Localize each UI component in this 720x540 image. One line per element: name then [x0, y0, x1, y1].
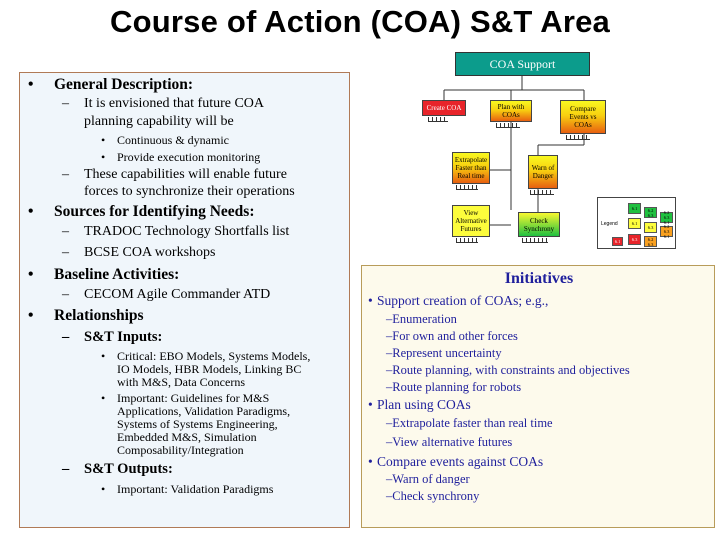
general-heading: General Description: — [54, 76, 194, 93]
dash: – — [62, 96, 69, 111]
initiative-1-item-3: –Represent uncertainty — [386, 346, 502, 360]
ticks — [530, 190, 554, 195]
ticks — [566, 135, 590, 140]
bullet: • — [101, 150, 106, 164]
dash: – — [62, 287, 69, 302]
view-futures-node: View Alternative Futures — [452, 205, 490, 237]
baseline-item-1: CECOM Agile Commander ATD — [84, 287, 271, 302]
dash: – — [62, 461, 70, 477]
bullet: • — [101, 482, 106, 496]
legend-cell: 6.1 — [612, 237, 623, 246]
initiative-2-item-1: –Extrapolate faster than real time — [386, 416, 553, 430]
ticks — [496, 123, 520, 128]
initiative-bullet-2: • — [368, 397, 373, 412]
general-sub-1: Continuous & dynamic — [117, 133, 229, 147]
legend-cell: 6.1 — [628, 203, 641, 214]
important-line-4: Embedded M&S, Simulation — [117, 430, 257, 444]
dash: – — [62, 224, 69, 239]
initiative-1-item-2: –For own and other forces — [386, 329, 518, 343]
initiative-1-item-1: –Enumeration — [386, 312, 457, 326]
bullet: • — [101, 349, 106, 363]
bullet-sources: • — [28, 203, 34, 220]
initiative-3-item-1: –Warn of danger — [386, 472, 470, 486]
sources-item-2: BCSE COA workshops — [84, 245, 216, 260]
outputs-item-1: Important: Validation Paradigms — [117, 482, 274, 496]
ticks — [456, 185, 478, 190]
initiative-1-item-4: –Route planning, with constraints and objectives — [386, 363, 630, 377]
baseline-heading: Baseline Activities: — [54, 266, 180, 283]
critical-line-3: with M&S, Data Concerns — [117, 375, 245, 389]
important-line-5: Composability/Integration — [117, 443, 244, 457]
initiative-3: Compare events against COAs — [377, 454, 544, 469]
initiative-1: Support creation of COAs; e.g., — [377, 293, 549, 308]
page-title: Course of Action (COA) S&T Area — [110, 4, 610, 39]
legend-cell: 6.3 — [644, 222, 657, 233]
legend-cell: 6.2 6.3 6.1 — [660, 212, 673, 223]
general-item-2-line-2: forces to synchronize their operations — [84, 184, 295, 199]
initiative-bullet-3: • — [368, 454, 373, 469]
item-text: Route planning, with constraints and objectives — [392, 363, 630, 377]
important-line-3: Systems of Systems Engineering, — [117, 417, 278, 431]
dash: – — [62, 167, 69, 182]
outputs-heading: S&T Outputs: — [84, 461, 173, 477]
item-text: Extrapolate faster than real time — [392, 416, 553, 430]
legend — [597, 197, 676, 249]
legend-cell: 6.3 — [628, 234, 641, 245]
initiatives-title: Initiatives — [504, 270, 574, 287]
warn-of-danger-node: Warn of Danger — [528, 155, 558, 189]
legend-cell: 6.2 6.3 6.1 — [660, 226, 673, 237]
general-item-1-line-1: It is envisioned that future COA — [84, 96, 265, 111]
check-synchrony-node: Check Synchrony — [518, 212, 560, 237]
sources-item-1: TRADOC Technology Shortfalls list — [84, 224, 290, 239]
ticks — [522, 238, 548, 243]
bullet-general: • — [28, 76, 34, 93]
dash: – — [62, 245, 69, 260]
legend-cell: 6.2 6.3 — [644, 236, 657, 247]
relationships-heading: Relationships — [54, 307, 144, 324]
general-sub-2: Provide execution monitoring — [117, 150, 261, 164]
item-text: Represent uncertainty — [392, 346, 502, 360]
item-text: For own and other forces — [392, 329, 518, 343]
legend-cell: 6.1 — [628, 218, 641, 229]
ticks — [456, 238, 478, 243]
bullet: • — [101, 133, 106, 147]
critical-line-2: IO Models, HBR Models, Linking BC — [117, 362, 302, 376]
bullet-relationships: • — [28, 307, 34, 324]
plan-with-coas-node: Plan with COAs — [490, 100, 532, 122]
initiative-2-item-2: –View alternative futures — [386, 435, 513, 449]
initiatives-panel — [361, 265, 715, 528]
item-text: Warn of danger — [392, 472, 470, 486]
bullet-baseline: • — [28, 266, 34, 283]
legend-label: Legend — [601, 221, 618, 227]
sources-heading: Sources for Identifying Needs: — [54, 203, 255, 220]
compare-events-node: Compare Events vs COAs — [560, 100, 606, 134]
important-line-1: Important: Guidelines for M&S — [117, 391, 270, 405]
item-text: View alternative futures — [392, 435, 513, 449]
inputs-heading: S&T Inputs: — [84, 329, 163, 345]
initiative-bullet-1: • — [368, 293, 373, 308]
critical-line-1: Critical: EBO Models, Systems Models, — [117, 349, 311, 363]
general-item-2-line-1: These capabilities will enable future — [84, 167, 287, 182]
item-text: Check synchrony — [392, 489, 480, 503]
item-text: Route planning for robots — [392, 380, 522, 394]
create-coa-node: Create COA — [422, 100, 466, 116]
bullet: • — [101, 391, 106, 405]
general-item-1-line-2: planning capability will be — [84, 114, 234, 129]
extrapolate-node: Extrapolate Faster than Real time — [452, 152, 490, 184]
dash: – — [62, 329, 70, 345]
initiative-2: Plan using COAs — [377, 397, 471, 412]
item-text: Enumeration — [392, 312, 457, 326]
legend-cell: 6.2 6.3 — [644, 207, 657, 218]
important-line-2: Applications, Validation Paradigms, — [117, 404, 291, 418]
ticks — [428, 117, 448, 122]
initiative-3-item-2: –Check synchrony — [386, 489, 480, 503]
initiative-1-item-5: –Route planning for robots — [386, 380, 522, 394]
coa-support-node: COA Support — [455, 52, 590, 76]
